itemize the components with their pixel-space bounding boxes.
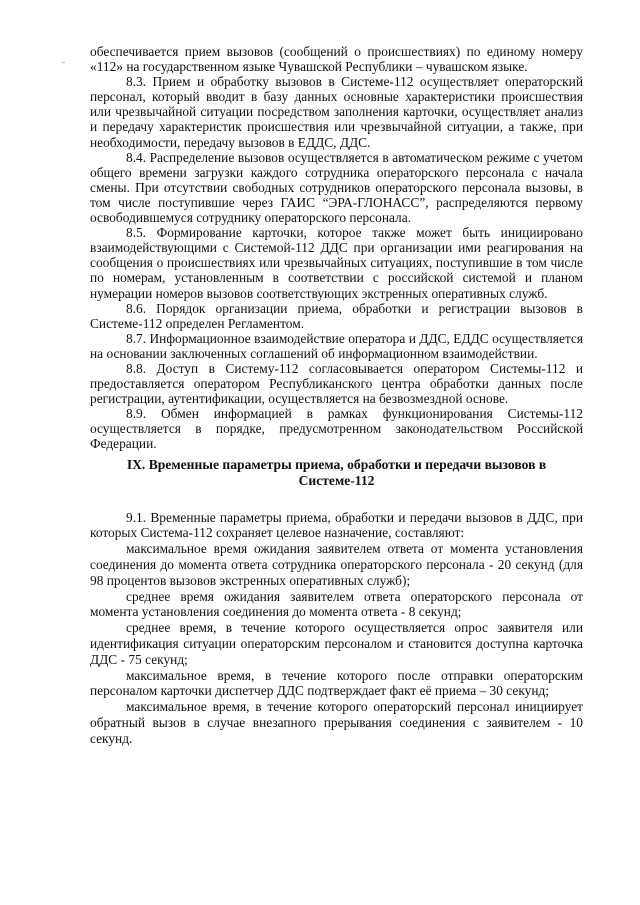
intro-paragraph: обеспечивается прием вызовов (сообщений о происшествиях) по единому номеру «112» на государственном языке Чувашской Республики – чувашском языке. xyxy=(90,44,583,75)
scan-mark xyxy=(62,62,65,63)
paragraph-8-4: 8.4. Распределение вызовов осуществляется в автоматическом режиме с учетом общего времени загрузки каждого сотрудника операторского персонала с начала смены. При отсутствии свободных сотрудников операторского персонала вызовы, в том числе поступившие через ГАИС “ЭРА-ГЛОНАСС”, распределяются первому освободившемуся сотруднику операторского персонала. xyxy=(90,149,583,226)
paragraph-8-9: 8.9. Обмен информацией в рамках функционирования Системы-112 осуществляется в порядке, предусмотренном законодательством Российской Федерации. xyxy=(90,406,583,452)
paragraph-9-1: 9.1. Временные параметры приема, обработки и передачи вызовов в ДДС, при которых Система-112 сохраняет целевое назначение, составляют: xyxy=(90,509,583,541)
section-9-heading-line-2: Системе-112 xyxy=(298,472,375,488)
paragraph-8-8: 8.8. Доступ в Систему-112 согласовывается оператором Системы-112 и предоставляется оператором Республиканского центра обработки данных после регистрации, аутентификации, осуществляется на безвозмездной основе. xyxy=(90,360,583,407)
section-spacer xyxy=(90,489,583,510)
list-item: максимальное время ожидания заявителем ответа от момента установления соединения до момента ответа сотрудника операторского персонала - 20 секунд (для 98 процентов вызовов экстренных оперативных служб); xyxy=(90,541,583,588)
list-item: максимальное время, в течение которого операторский персонал инициирует обратный вызов в случае внезапного прерывания соединения с заявителем - 10 секунд. xyxy=(90,699,583,746)
list-item: среднее время, в течение которого осуществляется опрос заявителя или идентификация ситуации операторским персоналом и становится доступна карточка ДДС - 75 секунд; xyxy=(90,620,583,667)
section-9-heading xyxy=(90,457,583,489)
section-9-heading-line-1: IX. Временные параметры приема, обработки и передачи вызовов в xyxy=(126,456,547,472)
paragraph-8-3: 8.3. Прием и обработку вызовов в Системе-112 осуществляет операторский персонал, который вводит в базу данных основные характеристики происшествия или чрезвычайной ситуации посредством заполнения карточки, осуществляет анализ и передачу характеристик происшествия или чрезвычайной ситуации, а также, при необходимости, передачу вызовов в ЕДДС, ДДС. xyxy=(90,74,583,150)
paragraph-8-5: 8.5. Формирование карточки, которое также может быть инициировано взаимодействующими с Системой-112 ДДС при организации ими реагирования на сообщения о происшествиях или чрезвычайных ситуациях, поступившие в том числе по номерам, установленным в соответствии с российской системой и планом нумерации номеров вызовов соответствующих экстренных оперативных служб. xyxy=(90,225,583,301)
list-item: максимальное время, в течение которого после отправки операторским персоналом карточки диспетчер ДДС подтверждает факт её приема – 30 секунд; xyxy=(90,667,583,699)
paragraph-8-7: 8.7. Информационное взаимодействие оператора и ДДС, ЕДДС осуществляется на основании заключенных соглашений об информационном взаимодействии. xyxy=(90,330,583,361)
list-item: среднее время ожидания заявителем ответа операторского персонала от момента установления соединения до момента ответа - 8 секунд; xyxy=(90,588,583,620)
document-body xyxy=(90,44,583,746)
paragraph-8-6: 8.6. Порядок организации приема, обработки и регистрации вызовов в Системе-112 определен Регламентом. xyxy=(90,300,583,331)
